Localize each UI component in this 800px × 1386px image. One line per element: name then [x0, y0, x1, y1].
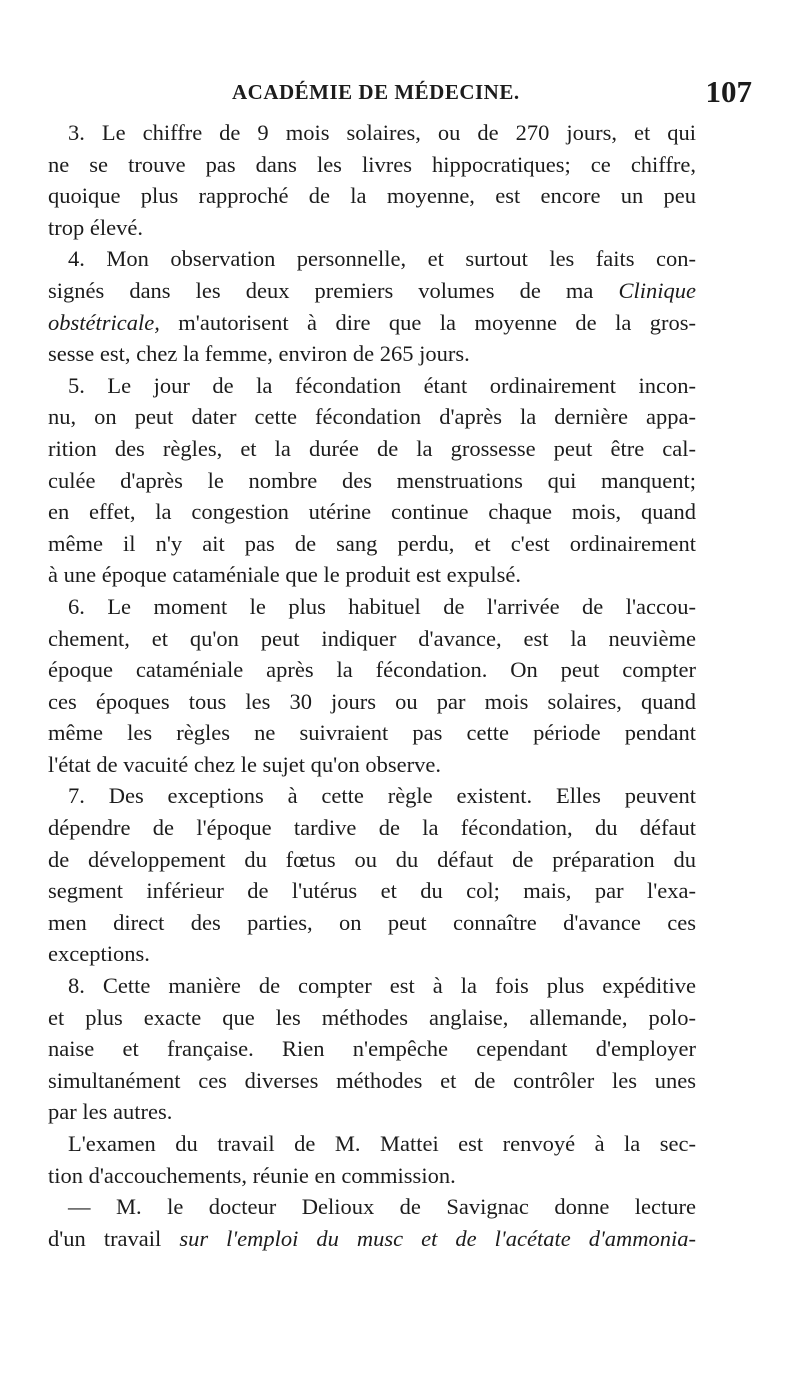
italic-text: obstétricale, — [48, 309, 160, 335]
text-line: même les règles ne suivraient pas cette période pendant — [48, 720, 696, 746]
text-line — [48, 1223, 696, 1255]
text-line: par les autres. — [48, 1099, 173, 1125]
text-line: segment inférieur de l'utérus et du col; mais, par l'exa- — [48, 878, 696, 904]
text-line: culée d'après le nombre des menstruations qui manquent; — [48, 467, 696, 493]
page-number: 107 — [705, 74, 752, 109]
text-line: nu, on peut dater cette fécondation d'après la dernière appa- — [48, 404, 696, 430]
text-line — [48, 275, 696, 307]
text-line: tion d'accouchements, réunie en commission. — [48, 1162, 456, 1188]
text-line: 8. Cette manière de compter est à la fois plus expéditive — [68, 973, 696, 999]
text-line: 7. Des exceptions à cette règle existent. Elles peuvent — [68, 783, 696, 809]
text-line: quoique plus rapproché de la moyenne, est encore un peu — [48, 183, 696, 209]
text-line: en effet, la congestion utérine continue chaque mois, quand — [48, 499, 696, 525]
text-segment: m'autorisent à dire que la moyenne de la gros- — [159, 309, 696, 335]
text-line: à une époque cataméniale que le produit est expulsé. — [48, 562, 521, 588]
text-line: l'état de vacuité chez le sujet qu'on observe. — [48, 751, 441, 777]
text-line: de développement du fœtus ou du défaut de préparation du — [48, 846, 696, 872]
text-line: ces époques tous les 30 jours ou par mois solaires, quand — [48, 688, 696, 714]
text-line: men direct des parties, on peut connaître d'avance ces — [48, 909, 696, 935]
text-line: époque cataméniale après la fécondation. On peut compter — [48, 657, 696, 683]
text-line: sesse est, chez la femme, environ de 265 jours. — [48, 341, 470, 367]
text-line: 6. Le moment le plus habituel de l'arrivée de l'accou- — [68, 593, 696, 619]
text-line: — M. le docteur Delioux de Savignac donne lecture — [68, 1194, 696, 1220]
italic-text: sur l'emploi du musc et de l'acétate d'ammonia- — [179, 1225, 697, 1251]
text-line: chement, et qu'on peut indiquer d'avance, est la neuvième — [48, 625, 696, 651]
text-line: L'examen du travail de M. Mattei est renvoyé à la sec- — [68, 1131, 696, 1156]
text-line: simultanément ces diverses méthodes et de contrôler les unes — [48, 1067, 696, 1093]
text-line: dépendre de l'époque tardive de la fécondation, du défaut — [48, 815, 696, 841]
text-line: 5. Le jour de la fécondation étant ordinairement incon- — [68, 372, 696, 398]
text-line: et plus exacte que les méthodes anglaise, allemande, polo- — [48, 1004, 696, 1030]
text-line: 3. Le chiffre de 9 mois solaires, ou de 270 jours, et qui — [68, 120, 696, 145]
text-line: rition des règles, et la durée de la grossesse peut être cal- — [48, 435, 696, 461]
text-line: exceptions. — [48, 941, 150, 967]
italic-text: Clinique — [618, 277, 696, 303]
text-segment: signés dans les deux premiers volumes de ma — [48, 277, 619, 303]
text-line: ne se trouve pas dans les livres hippocratiques; ce chiffre, — [48, 151, 696, 177]
text-line — [48, 307, 696, 339]
body-text — [48, 117, 696, 1254]
text-segment: d'un travail — [48, 1225, 180, 1251]
text-line: même il n'y ait pas de sang perdu, et c'est ordinairement — [48, 530, 696, 556]
text-line: naise et française. Rien n'empêche cependant d'employer — [48, 1036, 696, 1062]
page-header — [48, 74, 752, 109]
text-line: 4. Mon observation personnelle, et surtout les faits con- — [68, 246, 696, 272]
running-title: ACADÉMIE DE MÉDECINE. — [232, 80, 520, 104]
text-line: trop élevé. — [48, 214, 143, 240]
